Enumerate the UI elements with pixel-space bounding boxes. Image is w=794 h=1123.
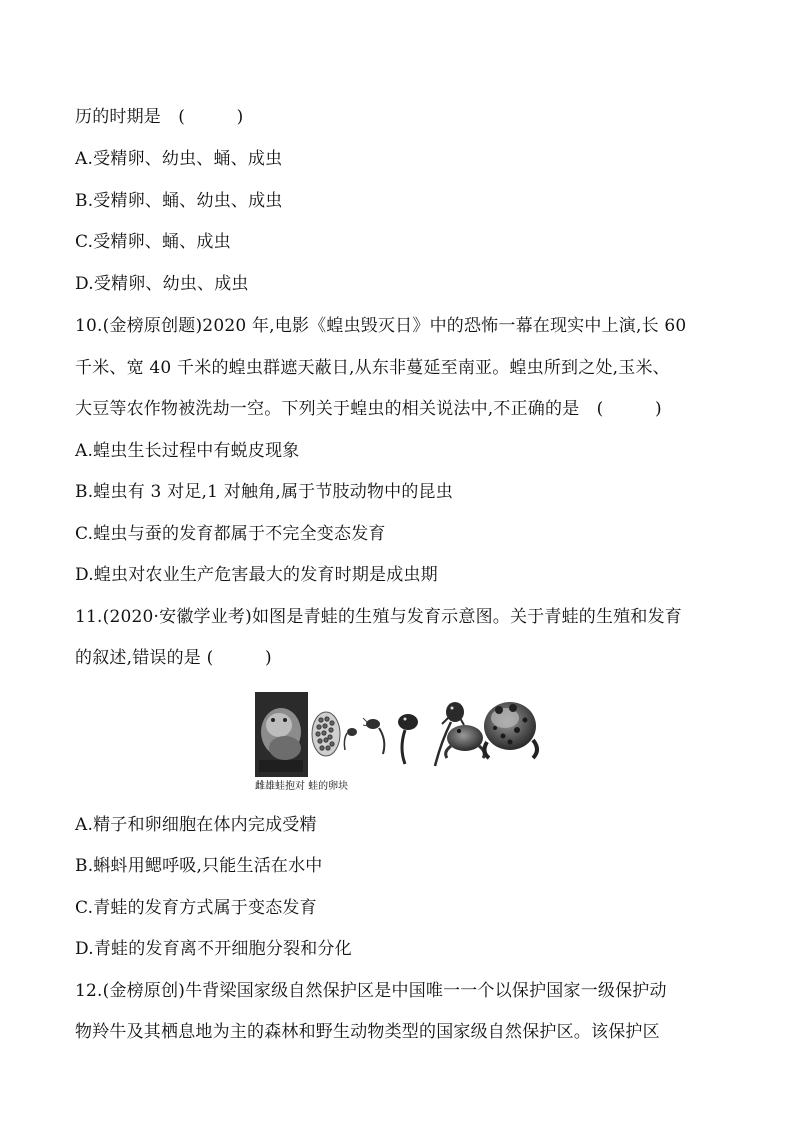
option-d: D.蝗虫对农业生产危害最大的发育时期是成虫期 [75, 565, 438, 585]
question-12-line-2: 物羚牛及其栖息地为主的森林和野生动物类型的国家级自然保护区。该保护区 [75, 1022, 660, 1042]
option-a: A.受精卵、幼虫、蛹、成虫 [75, 149, 283, 169]
option-c: C.受精卵、蛹、成虫 [75, 232, 231, 252]
option-a: A.蝗虫生长过程中有蜕皮现象 [75, 441, 300, 461]
tadpole-early [344, 728, 357, 750]
question-12-line-1: 12.(金榜原创)牛背梁国家级自然保护区是中国唯一一个以保护国家一级保护动 [75, 981, 667, 1001]
question-11-line-2: 的叙述,错误的是 ( ) [75, 648, 272, 668]
option-b: B.蝌蚪用鳃呼吸,只能生活在水中 [75, 856, 323, 876]
tadpole-large [398, 714, 418, 764]
question-11-line-1: 11.(2020·安徽学业考)如图是青蛙的生殖与发育示意图。关于青蛙的生殖和发育 [75, 607, 682, 627]
option-c: C.蝗虫与蚕的发育都属于不完全变态发育 [75, 524, 386, 544]
frog-life-cycle-figure [255, 690, 545, 798]
mating-frogs-photo [255, 692, 308, 777]
frog-egg-mass [312, 712, 340, 756]
option-d: D.受精卵、幼虫、成虫 [75, 274, 249, 294]
adult-frog [484, 702, 537, 758]
frog-life-cycle-illustration [255, 690, 545, 782]
option-b: B.蝗虫有 3 对足,1 对触角,属于节肢动物中的昆虫 [75, 482, 453, 502]
figure-caption: 雌雄蛙抱对 蛙的卵块 [255, 781, 349, 792]
question-10-line-1: 10.(金榜原创题)2020 年,电影《蝗虫毁灭日》中的恐怖一幕在现实中上演,长 60 [75, 316, 687, 336]
tadpole-gills [363, 718, 384, 754]
question-10-line-2: 千米、宽 40 千米的蝗虫群遮天蔽日,从东非蔓延至南亚。蝗虫所到之处,玉米、 [75, 358, 670, 378]
option-d: D.青蛙的发育离不开细胞分裂和分化 [75, 939, 352, 959]
text-line: 历的时期是 ( ) [75, 107, 244, 127]
question-10-line-3: 大豆等农作物被洗劫一空。下列关于蝗虫的相关说法中,不正确的是 ( ) [75, 399, 662, 419]
option-b: B.受精卵、蛹、幼虫、成虫 [75, 191, 283, 211]
option-c: C.青蛙的发育方式属于变态发育 [75, 898, 317, 918]
juvenile-frog [446, 725, 485, 758]
option-a: A.精子和卵细胞在体内完成受精 [75, 815, 317, 835]
